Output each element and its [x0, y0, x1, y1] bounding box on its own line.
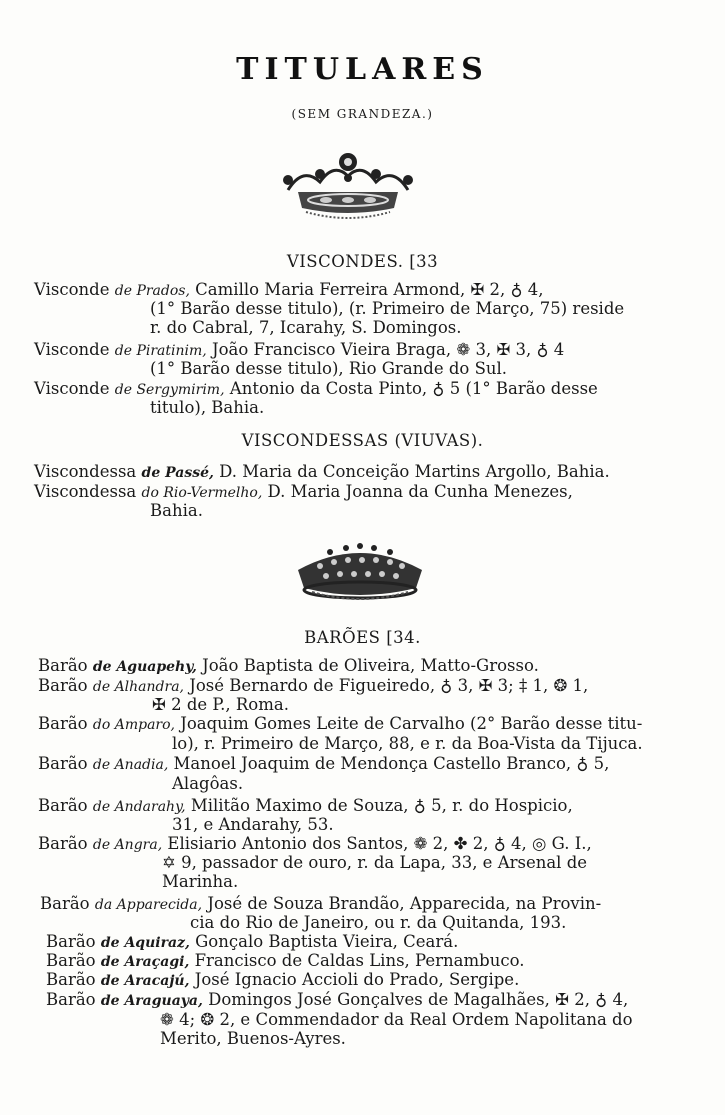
text-line: (1° Barão desse titulo), Rio Grande do Sul.: [150, 359, 508, 378]
page-title: TITULARES: [236, 52, 489, 87]
text-line: Merito, Buenos-Ayres.: [160, 1029, 346, 1048]
viscondes-count: [33: [409, 252, 439, 271]
viscondes-heading: [0, 252, 725, 271]
text-line: Barão de Alhandra, José Bernardo de Figueiredo, ♁ 3, ✠ 3; ‡ 1, ❂ 1,: [38, 676, 589, 695]
text-line: Barão de Araçagi, Francisco de Caldas Lins, Pernambuco.: [46, 951, 525, 970]
viscondessas-heading: VISCONDESSAS (VIUVAS).: [241, 431, 484, 450]
text-line: Visconde de Sergymirim, Antonio da Costa Pinto, ♁ 5 (1° Barão desse: [34, 379, 598, 398]
text-line: Barão de Aguapehy, João Baptista de Oliveira, Matto-Grosso.: [38, 656, 539, 675]
text-line: ❁ 4; ❂ 2, e Commendador da Real Ordem Napolitana do: [160, 1010, 633, 1029]
text-line: Alagôas.: [172, 774, 244, 793]
text-line: Barão de Andarahy, Militão Maximo de Souza, ♁ 5, r. do Hospicio,: [38, 796, 573, 815]
text-line: ✠ 2 de P., Roma.: [152, 695, 289, 714]
text-line: Barão de Araguaya, Domingos José Gonçalves de Magalhães, ✠ 2, ♁ 4,: [46, 990, 629, 1009]
text-line: cia do Rio de Janeiro, ou r. da Quitanda, 193.: [190, 913, 567, 932]
text-line: Barão de Aracajú, José Ignacio Accioli do Prado, Sergipe.: [46, 970, 520, 989]
viscount-crown-icon: [268, 148, 428, 230]
baroes-count: [34.: [386, 628, 421, 647]
text-line: Barão de Angra, Elisiario Antonio dos Santos, ❁ 2, ✤ 2, ♁ 4, ◎ G. I.,: [38, 834, 592, 853]
text-line: Barão de Aquiraz, Gonçalo Baptista Vieira, Ceará.: [46, 932, 459, 951]
text-line: Visconde de Piratinim, João Francisco Vieira Braga, ❁ 3, ✠ 3, ♁ 4: [34, 340, 565, 359]
text-line: Barão de Anadia, Manoel Joaquim de Mendonça Castello Branco, ♁ 5,: [38, 754, 610, 773]
text-line: (1° Barão desse titulo), (r. Primeiro de Março, 75) reside: [150, 299, 625, 318]
viscondes-heading-label: VISCONDES.: [286, 252, 404, 271]
text-line: Barão do Amparo, Joaquim Gomes Leite de Carvalho (2° Barão desse titu-: [38, 714, 643, 733]
text-line: titulo), Bahia.: [150, 398, 265, 417]
baroes-heading-label: BARÕES: [304, 628, 381, 647]
text-line: Viscondessa do Rio-Vermelho, D. Maria Joanna da Cunha Menezes,: [34, 482, 573, 501]
baroes-heading: [0, 628, 725, 647]
text-line: lo), r. Primeiro de Março, 88, e r. da Boa-Vista da Tijuca.: [172, 734, 643, 753]
page-subtitle: (SEM GRANDEZA.): [291, 107, 434, 121]
text-line: Visconde de Prados, Camillo Maria Ferreira Armond, ✠ 2, ♁ 4,: [34, 280, 544, 299]
text-line: Barão da Apparecida, José de Souza Brandão, Apparecida, na Provin-: [40, 894, 602, 913]
text-line: Marinha.: [162, 872, 239, 891]
text-line: r. do Cabral, 7, Icarahy, S. Domingos.: [150, 318, 462, 337]
text-line: 31, e Andarahy, 53.: [172, 815, 334, 834]
text-line: ✡ 9, passador de ouro, r. da Lapa, 33, e Arsenal de: [162, 853, 588, 872]
text-line: Viscondessa de Passé, D. Maria da Conceição Martins Argollo, Bahia.: [34, 462, 610, 481]
baron-crown-icon: [290, 540, 430, 608]
text-line: Bahia.: [150, 501, 203, 520]
